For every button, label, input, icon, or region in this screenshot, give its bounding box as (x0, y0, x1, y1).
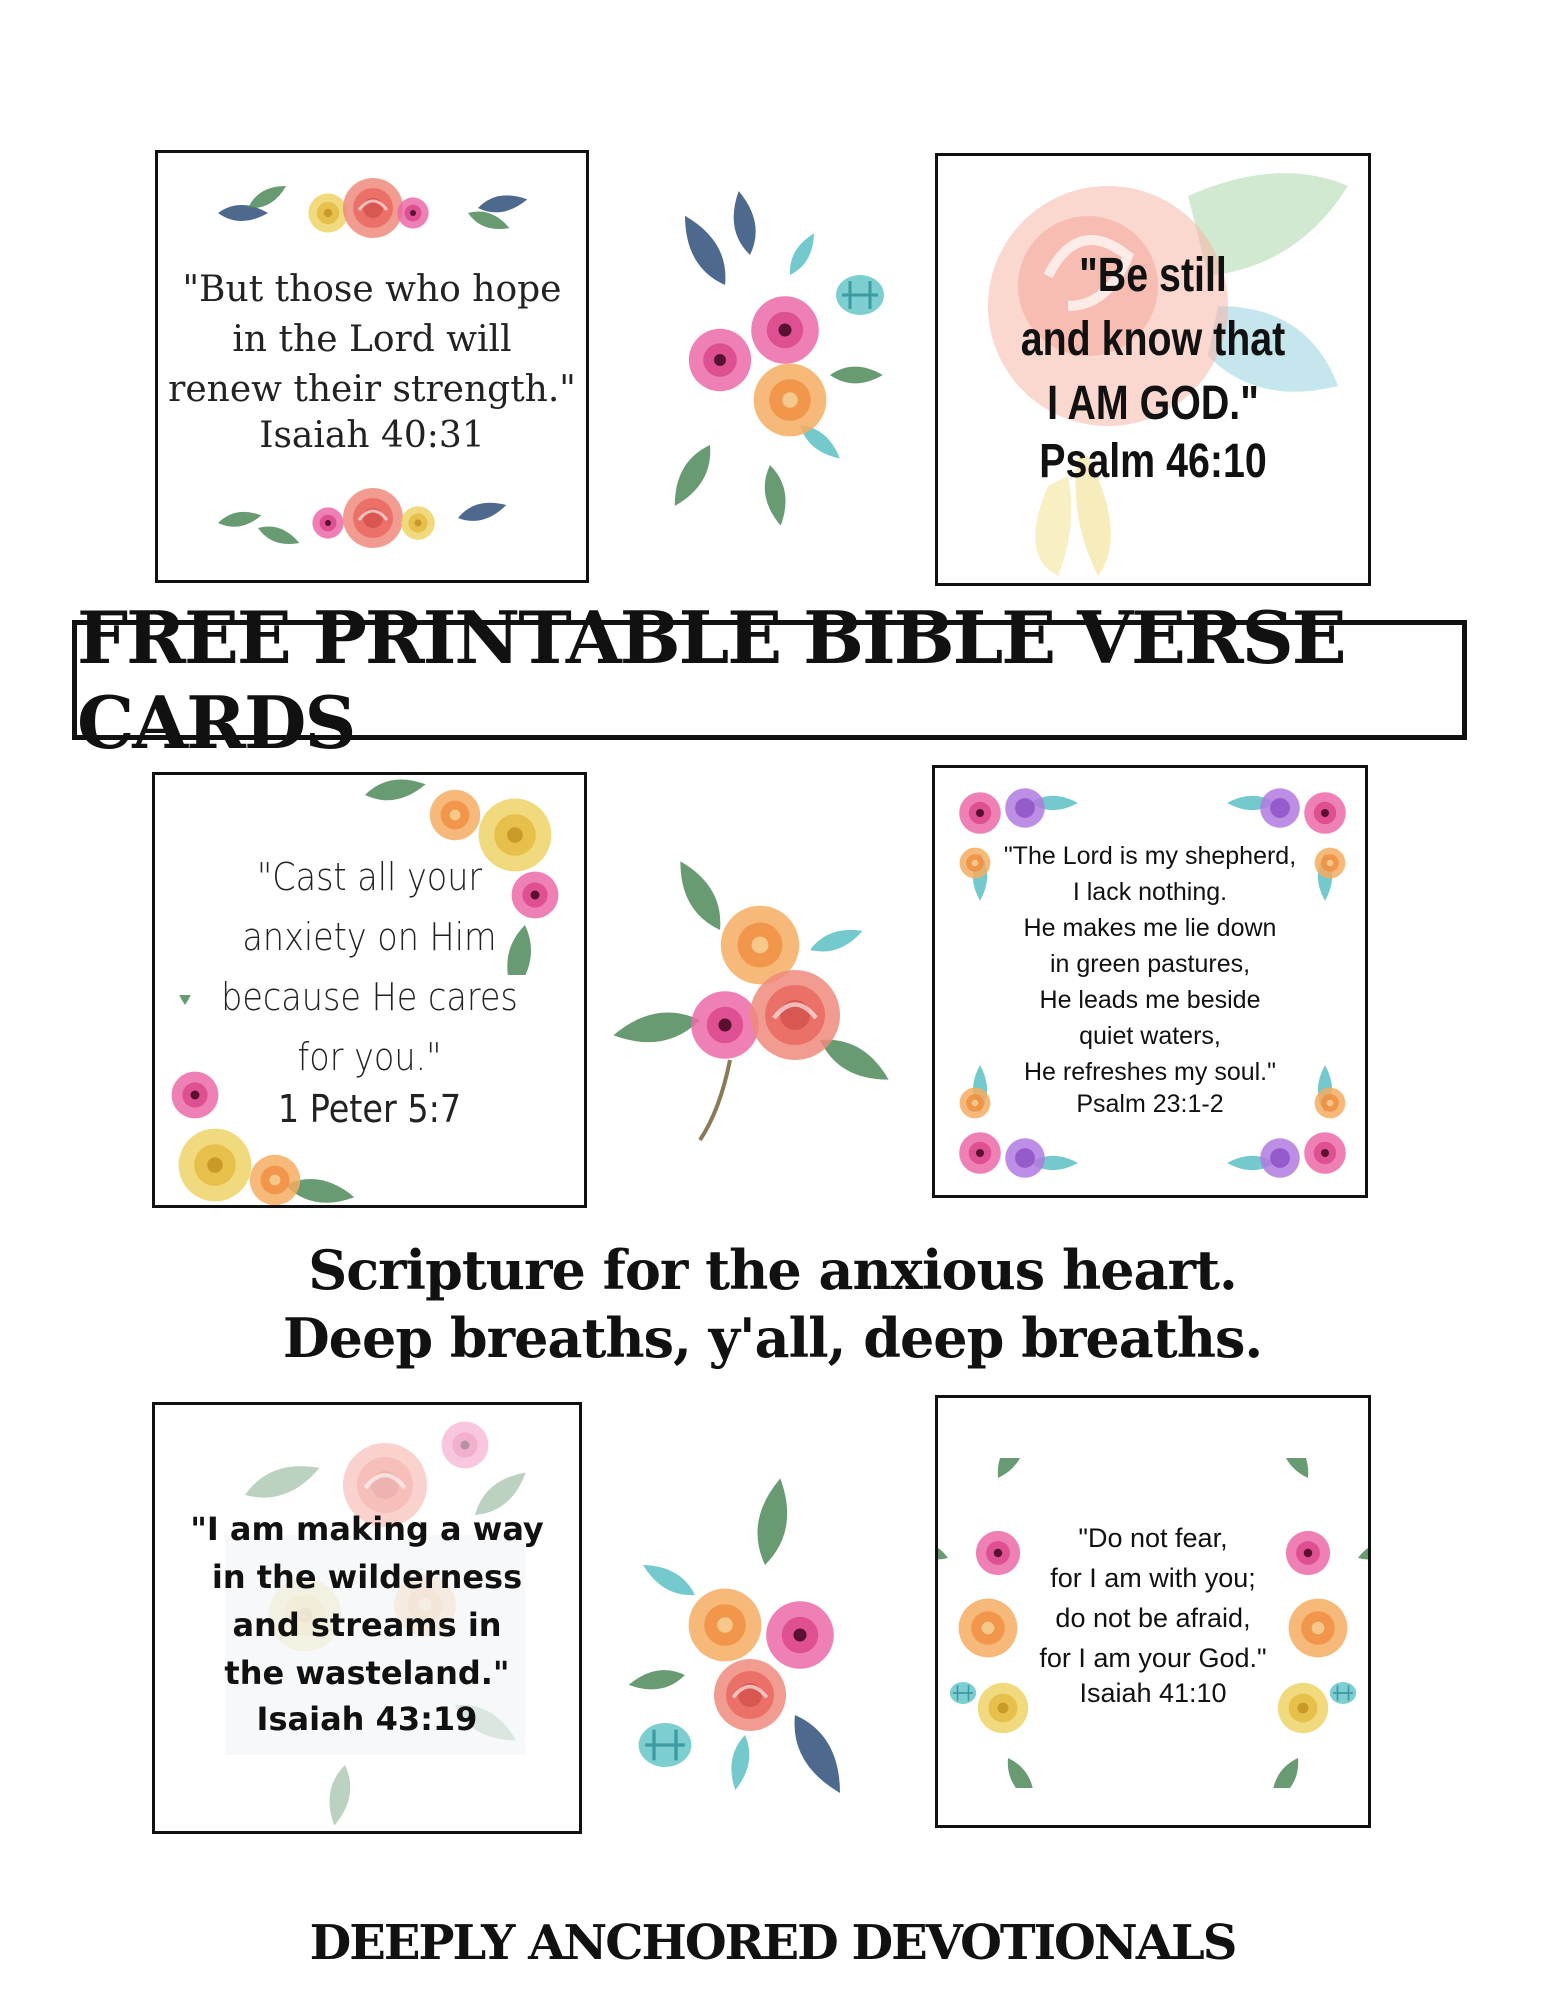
verse-text: "But those who hope in the Lord will renew their strength." (168, 269, 576, 410)
verse-text: "Be still and know that I AM GOD." (1020, 249, 1286, 430)
verse-card-1-peter-5-7 (152, 772, 587, 1208)
verse-text: "The Lord is my shepherd, I lack nothing. He makes me lie down in green pastures, He leads me beside quiet waters, He refreshes my soul." (1003, 842, 1297, 1086)
tagline-line-1: Scripture for the anxious heart. (308, 1238, 1237, 1302)
verse-card-isaiah-40-31 (155, 150, 589, 583)
verse-text: "Do not fear, for I am with you; do not be afraid, for I am your God." (1039, 1523, 1267, 1673)
footer-brand: DEEPLY ANCHORED DEVOTIONALS (309, 1915, 1236, 1971)
verse-card-psalm-46-10 (935, 153, 1371, 586)
verse-reference: 1 Peter 5:7 (277, 1087, 462, 1131)
verse-reference: Psalm 46:10 (1039, 435, 1267, 488)
verse-text: "Cast all your anxiety on Him because He cares for you." (221, 855, 518, 1079)
verse-reference: Isaiah 43:19 (256, 1700, 478, 1738)
verse-reference: Isaiah 41:10 (1079, 1678, 1227, 1708)
verse-card-isaiah-41-10 (935, 1395, 1371, 1828)
floral-bouquet-icon (610, 860, 920, 1150)
floral-bouquet-icon (630, 185, 910, 565)
floral-garland-top-icon (208, 168, 538, 258)
verse-reference: Isaiah 40:31 (259, 415, 485, 456)
tagline-line-2: Deep breaths, y'all, deep breaths. (282, 1306, 1263, 1370)
verse-reference: Psalm 23:1-2 (1076, 1090, 1224, 1118)
floral-bouquet-icon (625, 1455, 895, 1825)
floral-garland-bottom-icon (208, 473, 538, 563)
verse-card-isaiah-43-19 (152, 1402, 582, 1834)
verse-text: "I am making a way in the wilderness and streams in the wasteland." (190, 1510, 544, 1692)
verse-card-psalm-23-1-2 (932, 765, 1368, 1198)
page-title: FREE PRINTABLE BIBLE VERSE CARDS (77, 595, 1345, 765)
page-title-box (72, 595, 1467, 765)
